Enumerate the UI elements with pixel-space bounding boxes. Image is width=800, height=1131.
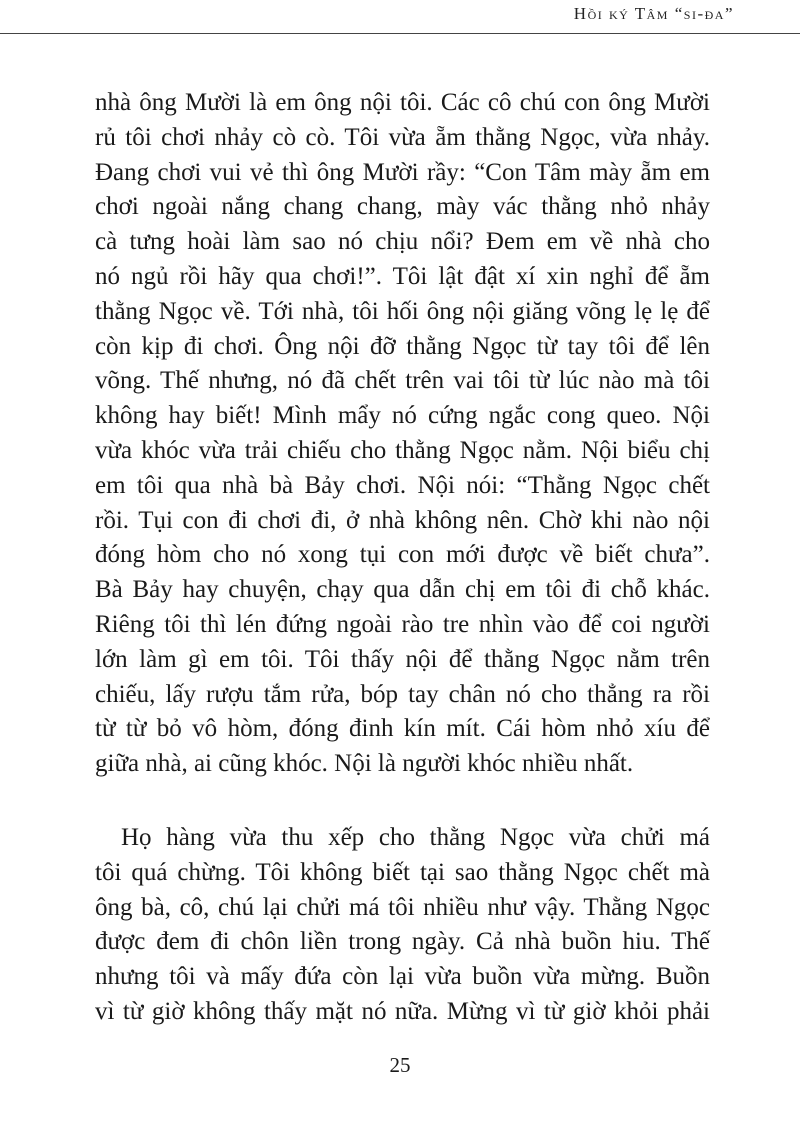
running-header-title: Hồi ký Tâm “si-đa” (573, 4, 734, 23)
text-line: không hay biết! Mình mẩy nó cứng ngắc cong queo. Nội (95, 402, 710, 430)
body-text (95, 86, 710, 1030)
text-line: rủ tôi chơi nhảy cò cò. Tôi vừa ẵm thằng Ngọc, vừa nhảy. (95, 123, 710, 151)
header-rule (0, 33, 800, 34)
text-line: Đang chơi vui vẻ thì ông Mười rầy: “Con Tâm mày ẵm em (95, 158, 710, 186)
text-line: vừa khóc vừa trải chiếu cho thằng Ngọc nằm. Nội biểu chị (95, 436, 710, 464)
text-line: giữa nhà, ai cũng khóc. Nội là người khóc nhiều nhất. (95, 750, 634, 778)
text-line: tôi quá chừng. Tôi không biết tại sao thằng Ngọc chết mà (95, 858, 710, 886)
text-line: thằng Ngọc về. Tới nhà, tôi hối ông nội giăng võng lẹ lẹ để (95, 297, 710, 325)
text-line: chiếu, lấy rượu tắm rửa, bóp tay chân nó cho thẳng ra rồi (95, 680, 710, 708)
text-line: Bà Bảy hay chuyện, chạy qua dẫn chị em tôi đi chỗ khác. (95, 576, 710, 604)
text-line: ông bà, cô, chú lại chửi má tôi nhiều như vậy. Thằng Ngọc (95, 893, 710, 921)
text-line: từ từ bỏ vô hòm, đóng đinh kín mít. Cái hòm nhỏ xíu để (95, 715, 710, 743)
text-line: vì từ giờ không thấy mặt nó nữa. Mừng vì từ giờ khỏi phải (95, 997, 710, 1025)
text-line: lớn làm gì em tôi. Tôi thấy nội để thằng Ngọc nằm trên (95, 645, 710, 673)
text-line: nhưng tôi và mấy đứa còn lại vừa buồn vừa mừng. Buồn (95, 963, 710, 991)
paragraph-1 (95, 86, 710, 782)
paragraph-2 (95, 821, 710, 1030)
text-line: nhà ông Mười là em ông nội tôi. Các cô chú con ông Mười (95, 89, 710, 116)
text-line: còn kịp đi chơi. Ông nội đỡ thằng Ngọc từ tay tôi để lên (95, 332, 710, 360)
paragraph-spacing (95, 782, 710, 821)
text-line: chơi ngoài nắng chang chang, mày vác thằng nhỏ nhảy (95, 193, 710, 221)
text-line: rồi. Tụi con đi chơi đi, ở nhà không nên. Chờ khi nào nội (95, 506, 710, 534)
text-line: võng. Thế nhưng, nó đã chết trên vai tôi từ lúc nào mà tôi (95, 367, 710, 395)
text-line: Riêng tôi thì lén đứng ngoài rào tre nhìn vào để coi người (95, 610, 710, 638)
text-line: cà tưng hoài làm sao nó chịu nổi? Đem em về nhà cho (95, 228, 710, 256)
text-line: đóng hòm cho nó xong tụi con mới được về biết chưa”. (95, 541, 710, 569)
text-line: nó ngủ rồi hãy qua chơi!”. Tôi lật đật xí xin nghỉ để ẵm (95, 262, 710, 290)
text-line: Họ hàng vừa thu xếp cho thằng Ngọc vừa chửi má (121, 823, 710, 851)
page-number: 25 (389, 1053, 411, 1077)
text-line: em tôi qua nhà bà Bảy chơi. Nội nói: “Thằng Ngọc chết (95, 471, 710, 499)
text-line: được đem đi chôn liền trong ngày. Cả nhà buồn hiu. Thế (95, 928, 710, 956)
